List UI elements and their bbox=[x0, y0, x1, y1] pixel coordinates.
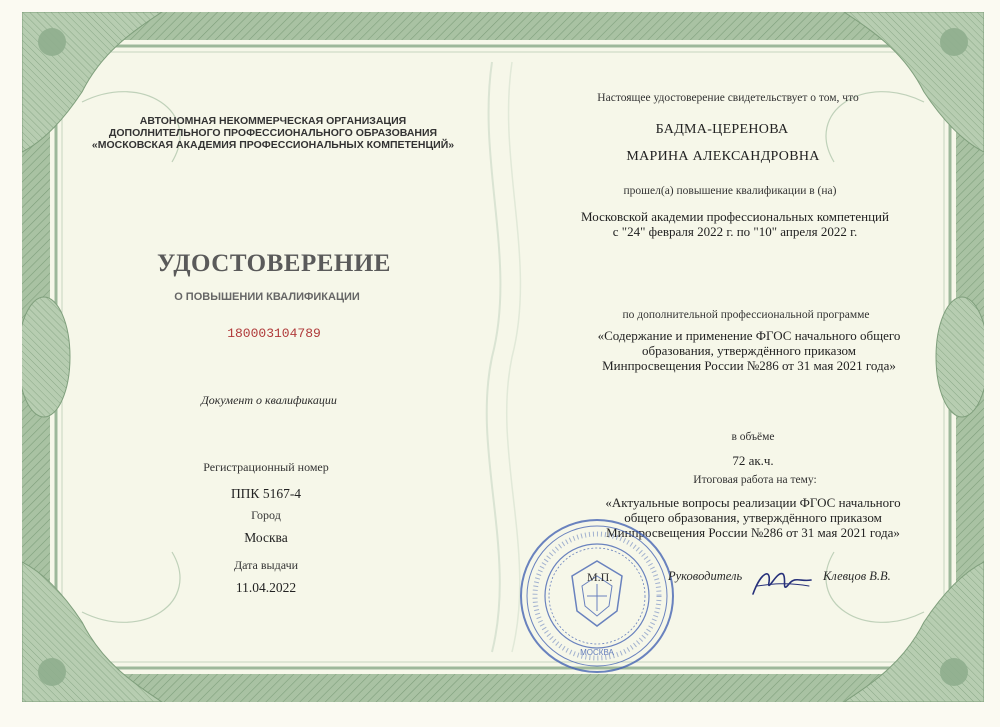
head-label: Руководитель bbox=[668, 569, 743, 583]
document-type: Документ о квалификации bbox=[201, 393, 337, 407]
certificate-number: 180003104789 bbox=[227, 326, 321, 341]
recipient-given-names: МАРИНА АЛЕКСАНДРОВНА bbox=[626, 149, 820, 164]
volume-label: в объёме bbox=[731, 431, 775, 443]
final-work-label: Итоговая работа на тему: bbox=[693, 474, 817, 486]
seal-city: МОСКВА bbox=[580, 648, 614, 657]
reg-number: ППК 5167-4 bbox=[230, 486, 302, 501]
program-line: «Содержание и применение ФГОС начального общего bbox=[597, 328, 901, 343]
final-work-line: Минпросвещения России №286 от 31 мая 2021 года» bbox=[606, 525, 900, 540]
final-work-line: «Актуальные вопросы реализации ФГОС начального bbox=[605, 495, 901, 510]
issue-date-label: Дата выдачи bbox=[233, 558, 299, 572]
round-seal bbox=[517, 516, 677, 676]
head-name: Клевцов В.В. bbox=[823, 569, 891, 583]
study-period: с "24" февраля 2022 г. по "10" апреля 2022 г. bbox=[612, 224, 858, 239]
organization-line: «МОСКОВСКАЯ АКАДЕМИЯ ПРОФЕССИОНАЛЬНЫХ КОМПЕТЕНЦИЙ» bbox=[91, 139, 455, 151]
volume-value: 72 ак.ч. bbox=[732, 453, 774, 468]
passed-text: прошел(а) повышение квалификации в (на) bbox=[623, 185, 837, 197]
final-work-line: общего образования, утверждённого приказом bbox=[624, 510, 882, 525]
city-label: Город bbox=[251, 508, 281, 522]
institution: Московской академии профессиональных компетенций bbox=[581, 209, 889, 224]
recipient-surname: БАДМА-ЦЕРЕНОВА bbox=[655, 122, 789, 137]
organization-line: ДОПОЛНИТЕЛЬНОГО ПРОФЕССИОНАЛЬНОГО ОБРАЗОВАНИЯ bbox=[108, 127, 438, 139]
program-line: образования, утверждённого приказом bbox=[642, 343, 856, 358]
organization-line: АВТОНОМНАЯ НЕКОММЕРЧЕСКАЯ ОРГАНИЗАЦИЯ bbox=[139, 115, 407, 127]
handwritten-signature bbox=[747, 564, 817, 604]
program-line: Минпросвещения России №286 от 31 мая 2021 года» bbox=[602, 358, 896, 373]
certifies-text: Настоящее удостоверение свидетельствует о том, что bbox=[597, 92, 859, 104]
issue-date: 11.04.2022 bbox=[235, 580, 297, 595]
reg-number-label: Регистрационный номер bbox=[203, 460, 329, 474]
certificate bbox=[22, 12, 984, 702]
certificate-title: УДОСТОВЕРЕНИЕ bbox=[157, 250, 391, 277]
program-label: по дополнительной профессиональной программе bbox=[622, 309, 870, 321]
certificate-subtitle: О ПОВЫШЕНИИ КВАЛИФИКАЦИИ bbox=[174, 291, 360, 303]
stamp-place: М.П. bbox=[587, 570, 613, 584]
city-value: Москва bbox=[244, 530, 288, 545]
